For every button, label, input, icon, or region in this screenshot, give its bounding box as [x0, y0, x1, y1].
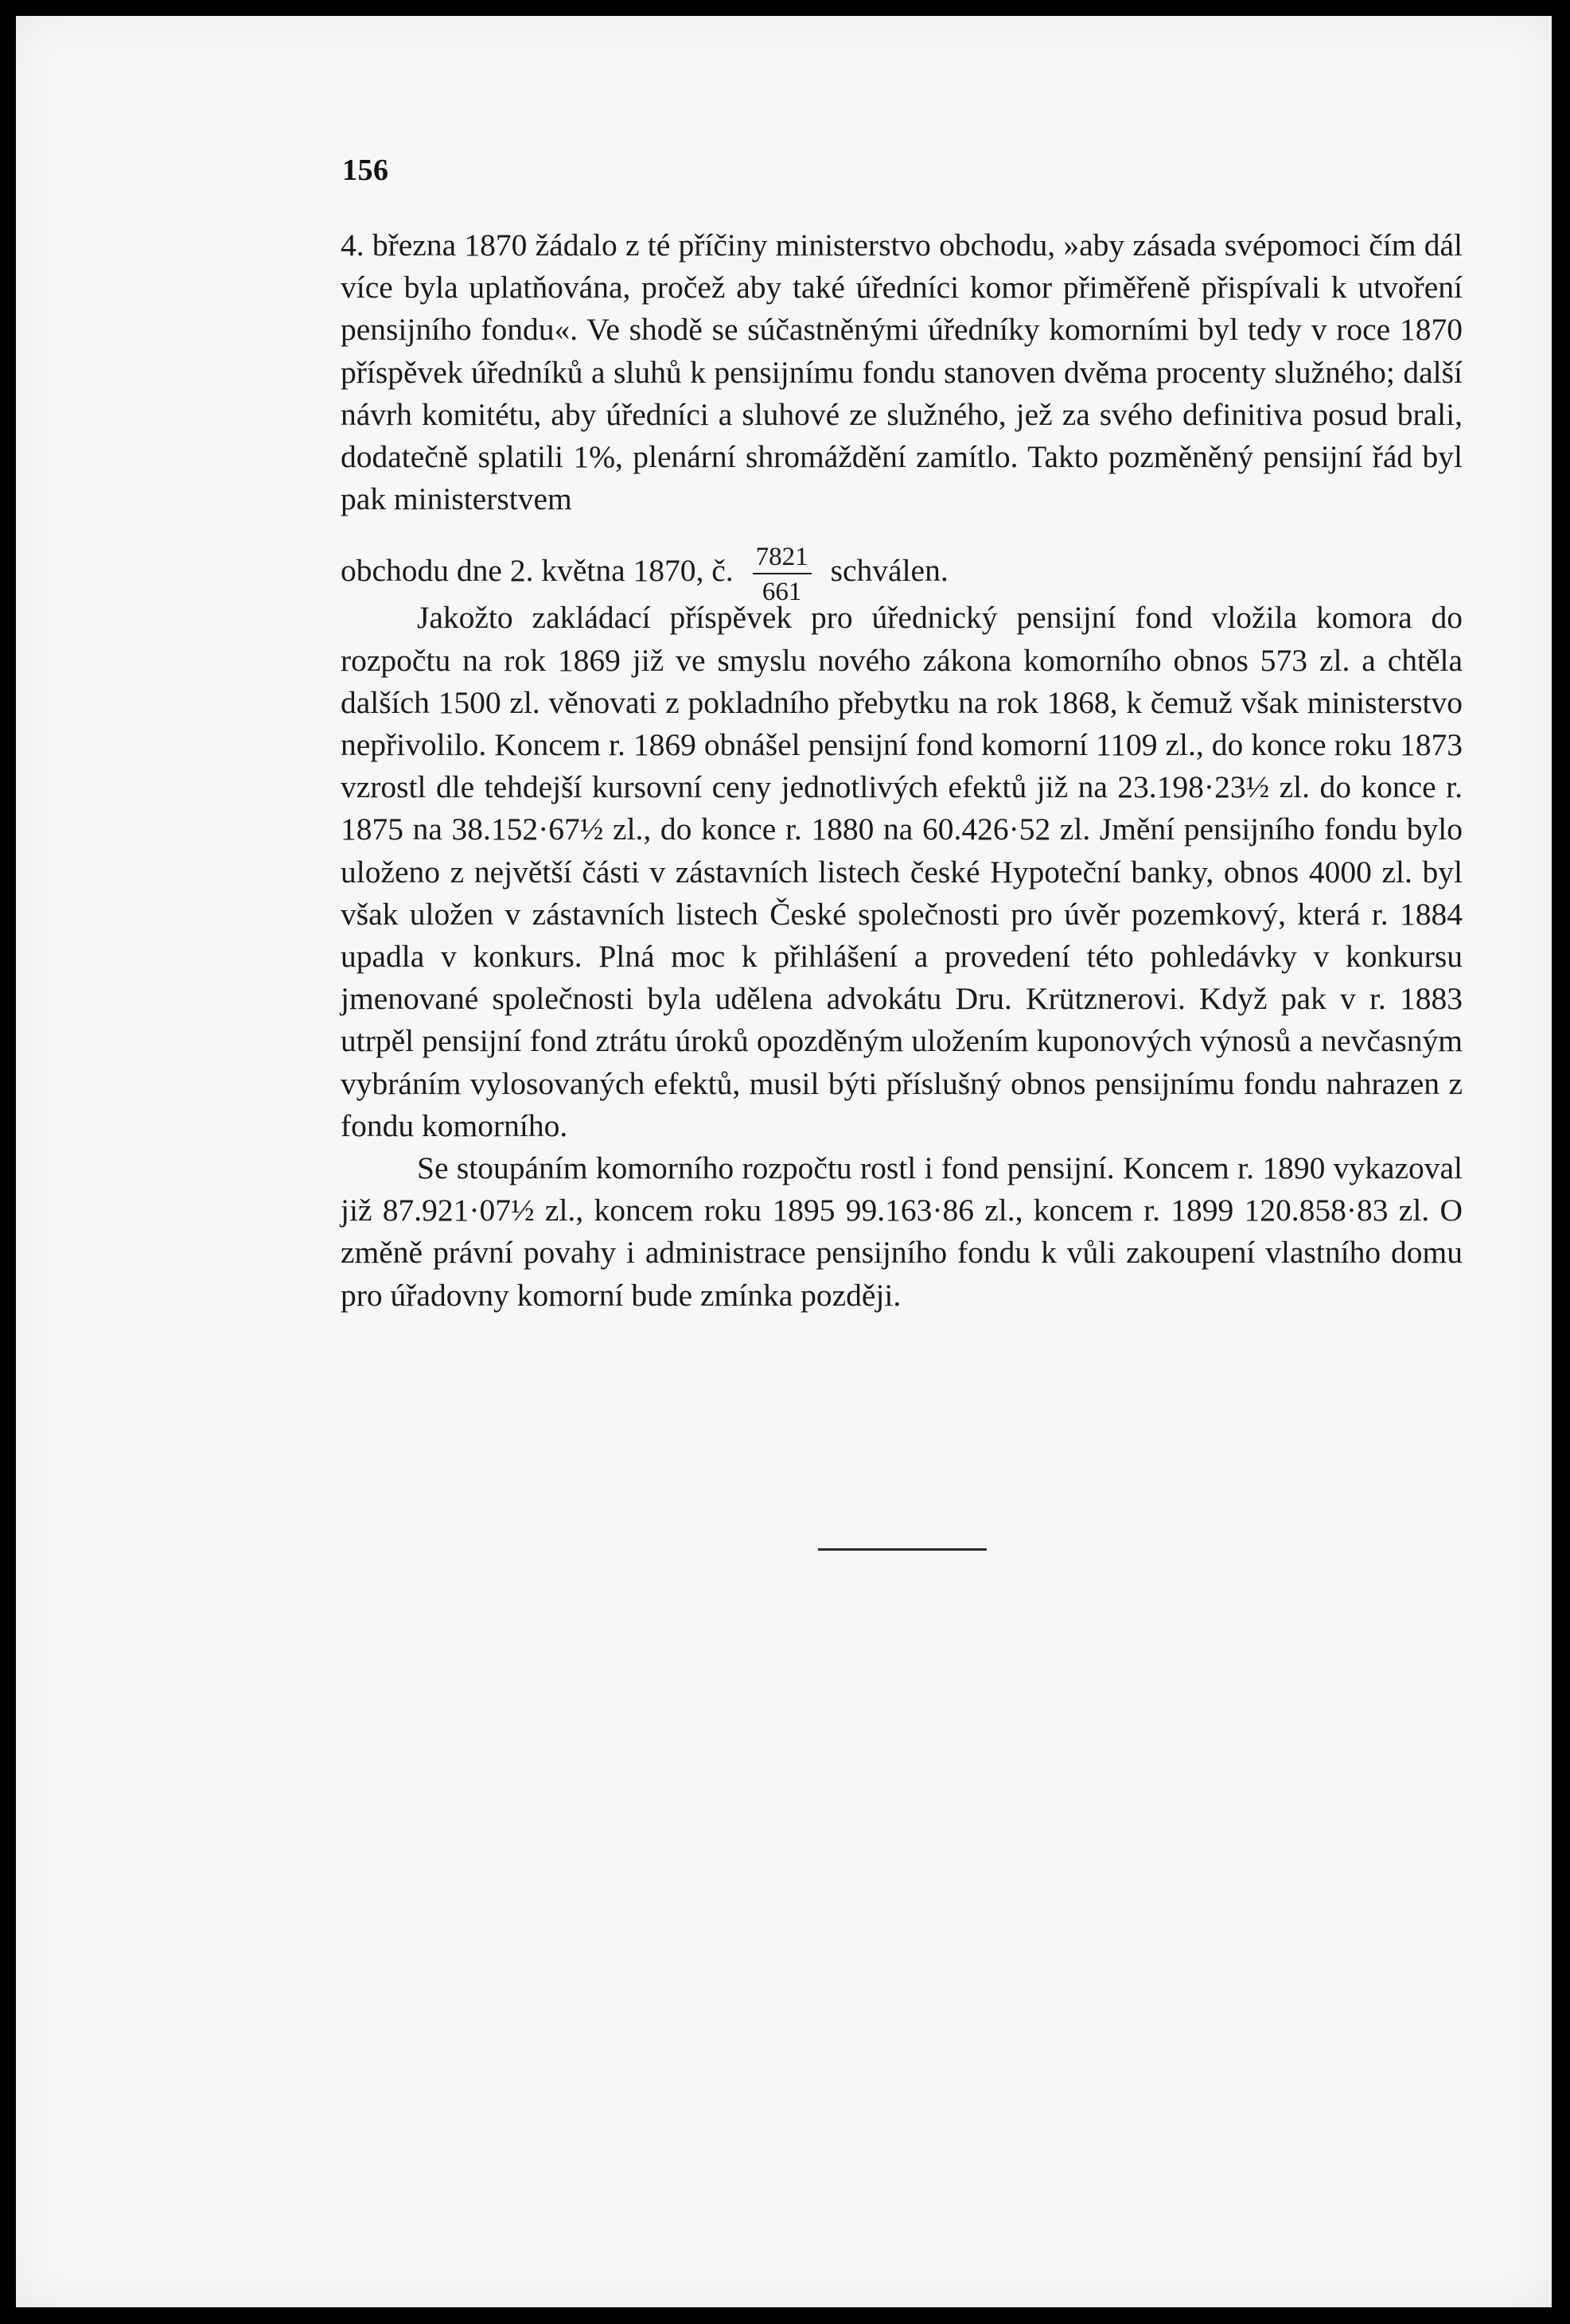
fraction-numerator: 7821 — [753, 543, 812, 574]
body-text — [341, 224, 1463, 1317]
closing-line-suffix: schválen. — [830, 553, 949, 589]
paragraph-1-text: 4. března 1870 žádalo z té příčiny ministerstvo obchodu, »aby zásada svépomoci čím dál více byla uplatňována, pročež aby také úředníci komor přiměřeně přispívali k utvoření pensijního fondu«. Ve shodě se súčastněnými úředníky komorními byl tedy v roce 1870 příspěvek úředníků a sluhů k pensijnímu fondu stanoven dvěma procenty služného; další návrh komitétu, aby úředníci a sluhové ze služného, jež za svého definitiva posud brali, dodatečně splatili 1%, plenární shromáždění zamítlo. Takto pozměněný pensijní řád byl pak ministerstvem — [341, 228, 1463, 517]
paragraph-2: Jakožto zakládací příspěvek pro úřednický pensijní fond vložila komora do rozpočtu na rok 1869 již ve smyslu nového zákona komorního obnos 573 zl. a chtěla dalších 1500 zl. věnovati z pokladního přebytku na rok 1868, k čemuž však ministerstvo nepřivolilo. Koncem r. 1869 obnášel pensijní fond komorní 1109 zl., do konce roku 1873 vzrostl dle tehdejší kursovní ceny jednotlivých efektů již na 23.198·23½ zl. do konce r. 1875 na 38.152·67½ zl., do konce r. 1880 na 60.426·52 zl. Jmění pensijního fondu bylo uloženo z největší části v zástavních listech české Hypoteční banky, obnos 4000 zl. byl však uložen v zástavních listech České společnosti pro úvěr pozemkový, která r. 1884 upadla v konkurs. Plná moc k přihlášení a provedení této pohledávky v konkursu jmenované společnosti byla udělena advokátu Dru. Krütznerovi. Když pak v r. 1883 utrpěl pensijní fond ztrátu úroků opozděným uložením kuponových výnosů a nevčasným vybráním vylosovaných efektů, musil býti příslušný obnos pensijnímu fondu nahrazen z fondu komorního. — [341, 600, 1463, 1143]
paragraph-1-closing-line — [341, 520, 1463, 607]
fraction-denominator: 661 — [762, 578, 802, 607]
paragraph-1 — [341, 224, 1463, 520]
section-end-rule — [818, 1548, 987, 1551]
paragraph-3: Se stoupáním komorního rozpočtu rostl i fond pensijní. Koncem r. 1890 vykazoval již 87.921·07½ zl., koncem roku 1895 99.163·86 zl., koncem r. 1899 120.858·83 zl. O změně právní povahy i administrace pensijního fondu k vůli zakoupení vlastního domu pro úřadovny komorní bude zmínka později. — [341, 1150, 1463, 1313]
reference-number-fraction — [753, 543, 812, 606]
page-number: 156 — [342, 154, 389, 187]
scanned-page — [16, 16, 1552, 2307]
closing-line-prefix: obchodu dne 2. května 1870, č. — [341, 553, 734, 589]
